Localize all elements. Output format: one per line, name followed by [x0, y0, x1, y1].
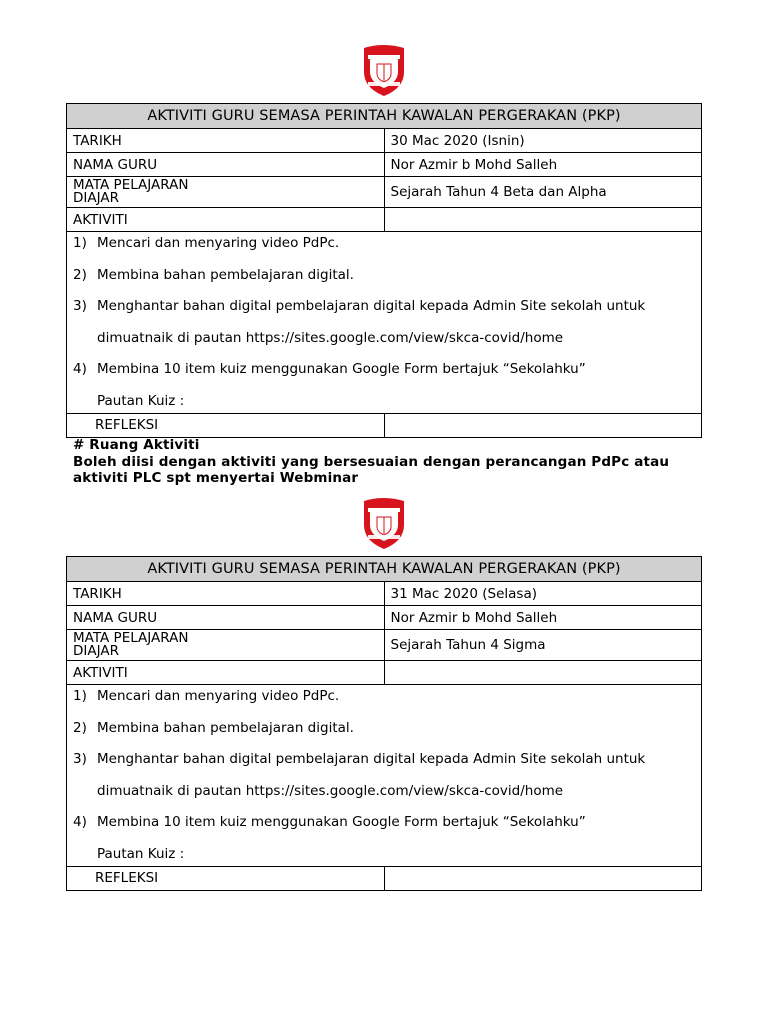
list-item-continuation: dimuatnaik di pautan https://sites.google.com/view/skca-covid/home	[97, 329, 564, 346]
list-item: 1) Mencari dan menyaring video PdPc.	[73, 235, 340, 251]
mata-pelajaran-label	[67, 177, 385, 208]
tarikh-label: TARIKH	[67, 129, 385, 153]
tarikh-value: 30 Mac 2020 (Isnin)	[384, 129, 702, 153]
nama-guru-value: Nor Azmir b Mohd Salleh	[384, 153, 702, 177]
list-item: 3) Menghantar bahan digital pembelajaran digital kepada Admin Site sekolah untuk	[73, 751, 646, 767]
aktiviti-label: AKTIVITI	[67, 208, 385, 232]
nama-guru-label: NAMA GURU	[67, 153, 385, 177]
refleksi-value	[384, 866, 702, 890]
pautan-kuiz-label: Pautan Kuiz :	[97, 392, 185, 409]
note-title: # Ruang Aktiviti	[73, 437, 200, 453]
mata-pelajaran-value: Sejarah Tahun 4 Beta dan Alpha	[384, 177, 702, 208]
pkp-activity-form-2	[66, 556, 702, 891]
form-header: AKTIVITI GURU SEMASA PERINTAH KAWALAN PERGERAKAN (PKP)	[67, 557, 702, 582]
aktiviti-label: AKTIVITI	[67, 661, 385, 685]
refleksi-label: REFLEKSI	[67, 413, 385, 437]
refleksi-value	[384, 413, 702, 437]
pkp-activity-form-1	[66, 103, 702, 438]
list-item: 4) Membina 10 item kuiz menggunakan Google Form bertajuk “Sekolahku”	[73, 814, 586, 830]
list-item: 3) Menghantar bahan digital pembelajaran digital kepada Admin Site sekolah untuk	[73, 298, 646, 314]
aktiviti-value	[384, 208, 702, 232]
list-item: 2) Membina bahan pembelajaran digital.	[73, 266, 354, 283]
school-logo	[360, 44, 408, 98]
ruang-aktiviti-note	[73, 437, 669, 487]
list-item: 2) Membina bahan pembelajaran digital.	[73, 719, 354, 736]
list-item: 1) Mencari dan menyaring video PdPc.	[73, 688, 340, 704]
refleksi-label: REFLEKSI	[67, 866, 385, 890]
tarikh-value: 31 Mac 2020 (Selasa)	[384, 582, 702, 606]
mata-pelajaran-label	[67, 630, 385, 661]
form-header: AKTIVITI GURU SEMASA PERINTAH KAWALAN PERGERAKAN (PKP)	[67, 104, 702, 129]
list-item-continuation: dimuatnaik di pautan https://sites.google.com/view/skca-covid/home	[97, 782, 564, 799]
mata-pelajaran-label-line1: MATA PELAJARAN	[73, 177, 189, 193]
tarikh-label: TARIKH	[67, 582, 385, 606]
note-line: Boleh diisi dengan aktiviti yang bersesuaian dengan perancangan PdPc atau	[73, 453, 670, 470]
mata-pelajaran-label-line1: MATA PELAJARAN	[73, 630, 189, 646]
aktiviti-list	[67, 232, 702, 414]
nama-guru-value: Nor Azmir b Mohd Salleh	[384, 606, 702, 630]
pautan-kuiz-label: Pautan Kuiz :	[97, 845, 185, 862]
mata-pelajaran-value: Sejarah Tahun 4 Sigma	[384, 630, 702, 661]
list-item: 4) Membina 10 item kuiz menggunakan Google Form bertajuk “Sekolahku”	[73, 361, 586, 377]
school-logo	[360, 497, 408, 551]
mata-pelajaran-label-line2: DIAJAR	[73, 643, 119, 659]
aktiviti-value	[384, 661, 702, 685]
aktiviti-list	[67, 685, 702, 867]
mata-pelajaran-label-line2: DIAJAR	[73, 190, 119, 206]
nama-guru-label: NAMA GURU	[67, 606, 385, 630]
note-line: aktiviti PLC spt menyertai Webminar	[73, 470, 359, 486]
